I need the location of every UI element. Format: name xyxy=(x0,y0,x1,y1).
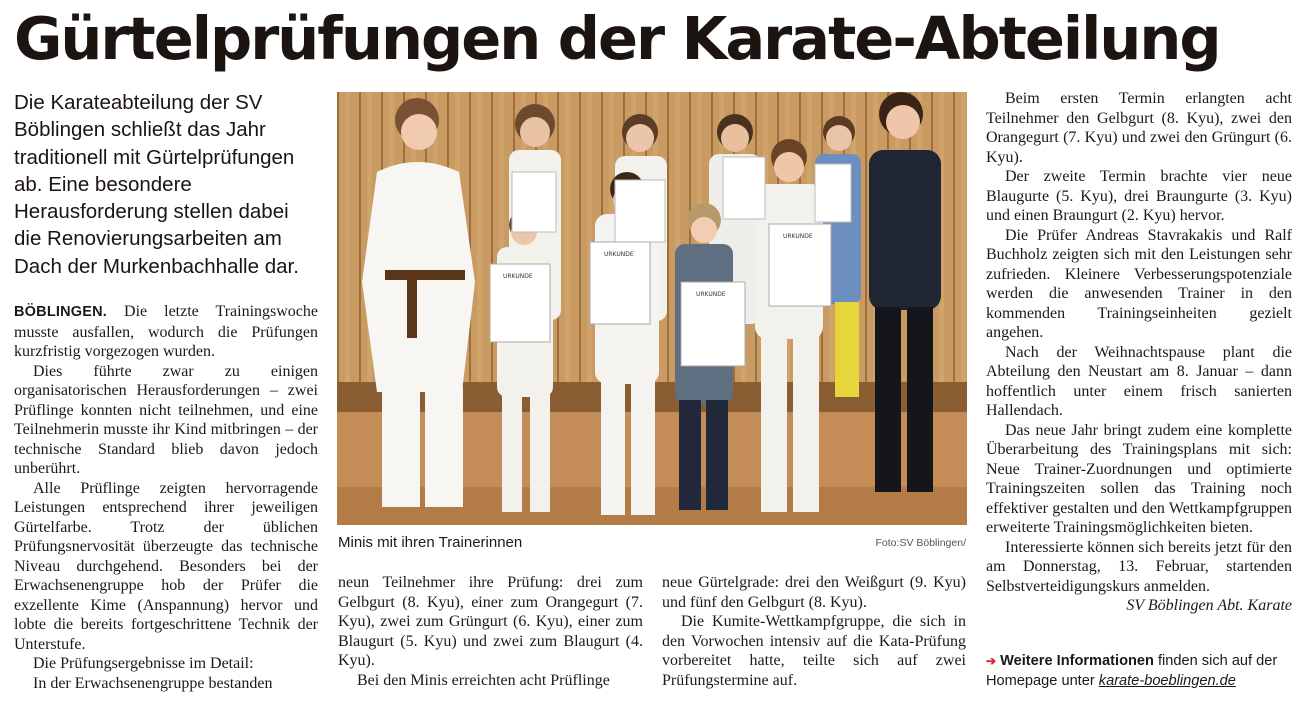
paragraph: Nach der Weihnachtspause plant die Abteilung den Neustart am 8. Januar – dann hoffentlich unter einem frisch sanierten Hallendach. xyxy=(986,343,1292,419)
paragraph: neun Teilnehmer ihre Prüfung: drei zum Gelbgurt (8. Kyu), einer zum Orangegurt (7. Kyu), zwei zum Grüngurt (6. Kyu), einer zum Blaugurt (5. Kyu) und zwei zum Blaugurt (4. Kyu). xyxy=(338,574,643,669)
paragraph: Bei den Minis erreichten acht Prüflinge xyxy=(357,671,610,689)
lead-paragraph: Die Karateabteilung der SV Böblingen schließt das Jahr traditionell mit Gürtelprüfungen ab. Eine besondere Herausforderung stellen dabei die Renovierungsarbeiten am Dach der Murkenbachhalle dar. xyxy=(14,91,299,278)
photo-caption: Minis mit ihren Trainerinnen xyxy=(338,534,523,551)
certificate-label: URKUNDE xyxy=(696,291,726,298)
dateline: BÖBLINGEN. xyxy=(14,304,108,320)
paragraph: Dies führte zwar zu einigen organisatorischen Herausforderungen – zwei Prüflinge konnten nicht teilnehmen, und eine Teilnehmerin musste ihr Kind mitbringen – der technische Standard blieb davon jedoch unberührt. xyxy=(14,362,318,477)
certificate-label: URKUNDE xyxy=(604,251,634,258)
photo-credit: Foto:SV Böblingen/ xyxy=(875,537,966,549)
column-3 xyxy=(662,573,966,690)
certificate-label: URKUNDE xyxy=(503,273,533,280)
paragraph: Die Prüfer Andreas Stavrakakis und Ralf Buchholz zeigten sich mit den Leistungen sehr zufrieden. Kleinere Verbesserungspotenziale werden die anwesenden Trainer in den kommenden Trainingseinheiten gezielt angehen. xyxy=(986,226,1292,341)
column-2 xyxy=(338,573,643,690)
paragraph: Der zweite Termin brachte vier neue Blaugurte (5. Kyu), drei Braungurte (3. Kyu) und einen Braungurt (2. Kyu) hervor. xyxy=(986,168,1292,224)
paragraph: Interessierte können sich bereits jetzt für den am Donnerstag, 13. Februar, startenden Selbstverteidigungskurs anmelden. xyxy=(986,538,1292,595)
info-text: finden sich auf der Homepage unter xyxy=(986,653,1278,689)
group-photo xyxy=(337,92,967,525)
paragraph: Die Kumite-Wettkampfgruppe, die sich in den Vorwochen intensiv auf die Kata-Prüfung vorbereitet hatte, teilte sich auf zwei Prüfungstermine auf. xyxy=(662,613,966,689)
homepage-link[interactable]: karate-boeblingen.de xyxy=(1098,673,1236,689)
paragraph: In der Erwachsenengruppe bestanden xyxy=(33,674,273,692)
info-box xyxy=(986,651,1292,691)
arrow-right-icon: ➔ xyxy=(986,654,997,668)
signature: SV Böblingen Abt. Karate xyxy=(1126,597,1292,614)
paragraph: Alle Prüflinge zeigten hervorragende Leistungen entsprechend ihrer jeweiligen Gürtelfarbe. Trotz der üblichen Prüfungsnervosität überzeugte das technische Niveau durchgehend. Besonders bei der Erwachsenengruppe hob der Prüfer die exzellente Kime (Anspannung) hervor und lobte die bereits fortgeschrittene Technik der Unterstufe. xyxy=(14,479,318,653)
column-4 xyxy=(986,89,1292,616)
info-title: Weitere Informationen xyxy=(1000,653,1154,669)
column-1 xyxy=(14,302,318,693)
paragraph: neue Gürtelgrade: drei den Weißgurt (9. Kyu) und fünf den Gelbgurt (8. Kyu). xyxy=(662,574,966,611)
first-paragraph-text: Die letzte Trainingswoche musste ausfallen, wodurch die Prüfungen kurzfristig vorgezogen wurden. xyxy=(14,303,318,360)
paragraph: Die Prüfungsergebnisse im Detail: xyxy=(33,655,254,672)
first-paragraph xyxy=(14,302,318,362)
paragraph: Beim ersten Termin erlangten acht Teilnehmer den Gelbgurt (8. Kyu), zwei den Orangegurt (7. Kyu) und zwei den Grüngurt (6. Kyu). xyxy=(986,90,1292,166)
photo-illustration xyxy=(337,92,967,525)
headline: Gürtelprüfungen der Karate-Abteilung xyxy=(14,4,1220,73)
certificate-label: URKUNDE xyxy=(783,233,813,240)
paragraph: Das neue Jahr bringt zudem eine komplette Überarbeitung des Trainingsplans mit sich: Neue Trainer-Zuordnungen und optimierte Trainingszeiten sollen das Training noch effektiver gestalten und den Wettkampfgruppen erweiterte Trainingsmöglichkeiten bieten. xyxy=(986,421,1292,536)
